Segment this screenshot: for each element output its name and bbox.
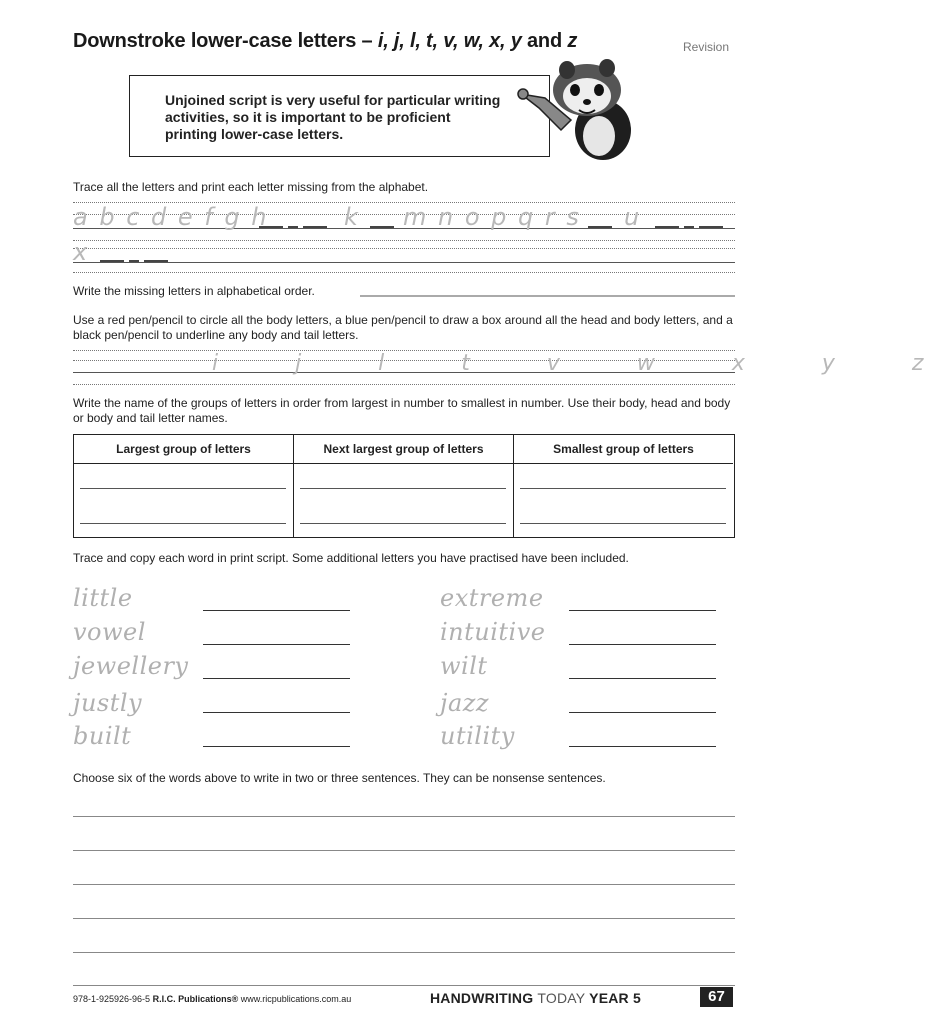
trace-word: vowel bbox=[73, 618, 146, 646]
group-column-largest bbox=[74, 435, 294, 537]
instruction-missing-letters: Write the missing letters in alphabetical order. bbox=[73, 284, 315, 298]
answer-line[interactable] bbox=[300, 523, 506, 524]
publisher-url: www.ricpublications.com.au bbox=[240, 994, 352, 1004]
writing-line[interactable] bbox=[73, 850, 735, 851]
guide-line bbox=[73, 248, 735, 249]
info-text: Unjoined script is very useful for particular writing activities, so it is important to be proficient printing lower-case letters. bbox=[165, 92, 501, 142]
instruction-trace-words: Trace and copy each word in print script. Some additional letters you have practised have been included. bbox=[73, 551, 629, 565]
answer-line[interactable] bbox=[520, 523, 726, 524]
guide-line bbox=[73, 240, 735, 241]
trace-letter-k: k bbox=[344, 203, 358, 231]
answer-line[interactable] bbox=[520, 488, 726, 489]
trace-word: wilt bbox=[440, 652, 488, 680]
publisher: R.I.C. Publications® bbox=[152, 994, 239, 1004]
trace-word: jazz bbox=[440, 689, 490, 717]
copy-line[interactable] bbox=[569, 712, 716, 713]
copy-line[interactable] bbox=[569, 610, 716, 611]
blank-line[interactable] bbox=[259, 226, 283, 228]
answer-line[interactable] bbox=[80, 488, 286, 489]
trace-letters-row1: a b c d e f g h bbox=[73, 203, 269, 231]
answer-line[interactable] bbox=[360, 295, 735, 297]
column-header: Next largest group of letters bbox=[294, 435, 513, 464]
writing-line[interactable] bbox=[73, 952, 735, 953]
isbn: 978-1-925926-96-5 bbox=[73, 994, 151, 1004]
revision-label: Revision bbox=[683, 40, 730, 54]
blank-line[interactable] bbox=[699, 226, 723, 228]
writing-line[interactable] bbox=[73, 918, 735, 919]
copy-line[interactable] bbox=[203, 678, 350, 679]
copy-line[interactable] bbox=[203, 644, 350, 645]
guide-line bbox=[73, 272, 735, 273]
series-brand: HANDWRITING TODAY YEAR 5 bbox=[430, 990, 641, 1006]
trace-word: extreme bbox=[440, 584, 544, 612]
ferret-mascot-icon bbox=[515, 50, 633, 162]
copy-line[interactable] bbox=[203, 712, 350, 713]
blank-line[interactable] bbox=[370, 226, 394, 228]
trace-word: intuitive bbox=[440, 618, 546, 646]
column-header: Largest group of letters bbox=[74, 435, 293, 464]
footer-rule bbox=[73, 985, 735, 986]
copy-line[interactable] bbox=[203, 746, 350, 747]
answer-line[interactable] bbox=[80, 523, 286, 524]
trace-word: utility bbox=[440, 722, 515, 750]
column-header: Smallest group of letters bbox=[514, 435, 733, 464]
page-number: 67 bbox=[700, 987, 733, 1007]
writing-line[interactable] bbox=[73, 816, 735, 817]
guide-line bbox=[73, 384, 735, 385]
trace-word: built bbox=[73, 722, 132, 750]
groups-table bbox=[73, 434, 735, 538]
blank-line[interactable] bbox=[655, 226, 679, 228]
blank-line[interactable] bbox=[100, 260, 124, 262]
page-title: Downstroke lower-case letters – i, j, l, t, v, w, x, y and z bbox=[73, 30, 578, 52]
instruction-trace-alphabet: Trace all the letters and print each letter missing from the alphabet. bbox=[73, 180, 429, 194]
trace-word: jewellery bbox=[73, 652, 189, 680]
trace-letter-x: x bbox=[73, 238, 88, 266]
base-line bbox=[73, 262, 735, 263]
trace-downstroke-letters: i j l t v w x y z bbox=[212, 351, 937, 376]
group-column-next bbox=[294, 435, 514, 537]
blank-line[interactable] bbox=[129, 260, 139, 262]
copy-line[interactable] bbox=[569, 746, 716, 747]
copy-line[interactable] bbox=[203, 610, 350, 611]
trace-word: justly bbox=[73, 689, 143, 717]
copy-line[interactable] bbox=[569, 644, 716, 645]
copy-line[interactable] bbox=[569, 678, 716, 679]
blank-line[interactable] bbox=[588, 226, 612, 228]
instruction-sentences: Choose six of the words above to write in two or three sentences. They can be nonsense sentences. bbox=[73, 771, 606, 785]
group-column-smallest bbox=[514, 435, 733, 537]
trace-letter-u: u bbox=[624, 203, 640, 231]
writing-line[interactable] bbox=[73, 884, 735, 885]
blank-line[interactable] bbox=[684, 226, 694, 228]
footer-publisher-info bbox=[73, 994, 351, 1004]
blank-line[interactable] bbox=[288, 226, 298, 228]
trace-word: little bbox=[73, 584, 133, 612]
blank-line[interactable] bbox=[303, 226, 327, 228]
instruction-group-names: Write the name of the groups of letters in order from largest in number to smallest in number. Use their body, head and body or body and tail letter names. bbox=[73, 396, 731, 425]
blank-line[interactable] bbox=[144, 260, 168, 262]
answer-line[interactable] bbox=[300, 488, 506, 489]
trace-letters-mid: m n o p q r s bbox=[403, 203, 581, 231]
instruction-circle-letters: Use a red pen/pencil to circle all the body letters, a blue pen/pencil to draw a box around all the head and body letters, and a black pen/pencil to underline any body and tail letters. bbox=[73, 313, 733, 342]
